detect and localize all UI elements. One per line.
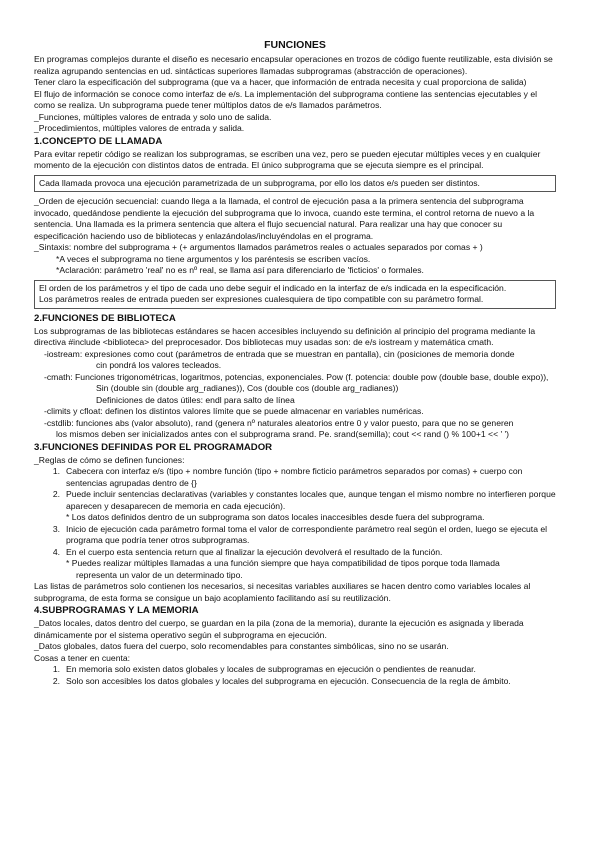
list-number: 3.	[52, 523, 60, 534]
rules-list	[34, 466, 556, 581]
list-text: Puede incluir sentencias declarativas (variables y constantes locales que, aunque tengan el mismo nombre no interfieren porque aparecen y desaparecen de memoria en cada ejecución).	[66, 489, 556, 511]
document-title: FUNCIONES	[264, 39, 326, 51]
paragraph: Las listas de parámetros solo contienen los necesarios, si necesitas variables auxiliares se hacen dentro como variables locales al subprograma, de esta forma se consigue un bajo acoplamiento facilitando así su reutilización.	[34, 581, 531, 603]
paragraph: Para evitar repetir código se realizan los subprogramas, se escriben una vez, pero se pueden ejecutar múltiples veces y en cualquier momento de la ejecución con distintos datos de entrada. El único subprograma que se ejecuta siempre es el principal.	[34, 148, 541, 171]
intro-paragraph: El flujo de información se conoce como interfaz de e/s. La implementación del subprograma contiene las sentencias ejecutables y el como se realiza. Un subprograma puede tener múltiplos datos de e/s llamados parámetros.	[34, 88, 538, 111]
list-item	[34, 547, 556, 559]
list-number: 4.	[52, 546, 60, 557]
list-number: 1.	[52, 466, 60, 477]
paragraph: _Reglas de cómo se definen funciones:	[34, 454, 185, 465]
bullet: -climits y cfloat: definen los distintos valores límite que se puede almacenar en variables numéricas.	[44, 406, 424, 417]
bullet: -cmath: Funciones trigonométricas, logaritmos, potencias, exponenciales. Pow (f. potencia: double pow (double base, double expo)),	[44, 371, 549, 382]
list-text: En memoria solo existen datos globales y locales de subprogramas en ejecución o pendientes de reanudar.	[66, 664, 476, 675]
list-number: 2.	[52, 675, 60, 686]
list-item	[34, 524, 556, 547]
bullet: -iostream: expresiones como cout (parámetros de entrada que se muestran en pantalla), cin (posiciones de memoria donde	[44, 348, 515, 359]
section-heading: 2.FUNCIONES DE BIBLIOTECA	[34, 312, 176, 324]
memory-list	[34, 664, 556, 687]
section-heading: 1.CONCEPTO DE LLAMADA	[34, 135, 163, 147]
paragraph: _Datos globales, datos fuera del cuerpo, solo recomendables para constantes simbólicas, sino no se usarán.	[34, 641, 449, 652]
list-text: Cabecera con interfaz e/s (tipo + nombre función (tipo + nombre ficticio parámetros separados por comas) + cuerpo con sentencias agrupadas dentro de {}	[66, 466, 523, 488]
bullet: -cstdlib: funciones abs (valor absoluto), rand (genera nº naturales aleatorios entre 0 y valor puesto, para que no se generen	[44, 417, 514, 428]
paragraph: _Orden de ejecución secuencial: cuando llega a la llamada, el control de ejecución pasa a la primera sentencia del subprograma invocado, quedándose pendiente la ejecución del subprograma que lo invoca, cuando este termina, el control retorna de nuevo a la sentencia. Una llamada es la primera sentencia que altera el flujo secuencial natural. Para realizar una hay que conocer su especificación haciendo uso de bibliotecas y enlazándolas/incluyéndolas en el programa.	[34, 196, 535, 241]
list-item	[34, 466, 556, 489]
list-text: Solo son accesibles los datos globales y locales del subprograma en ejecución. Consecuencia de la regla de ámbito.	[66, 675, 511, 686]
section-heading: 3.FUNCIONES DEFINIDAS POR EL PROGRAMADOR	[34, 441, 273, 453]
list-number: 2.	[52, 489, 60, 500]
list-number: 1.	[52, 664, 60, 675]
box-text: Cada llamada provoca una ejecución parametrizada de un subprograma, por ello los datos e/s pueden ser distintos.	[39, 177, 480, 188]
intro-paragraph: Tener claro la especificación del subprograma (que va a hacer, que información de entrada necesita y cual proporciona de salida)	[34, 77, 527, 88]
intro-paragraph: _Procedimientos, múltiples valores de entrada y salida.	[34, 123, 245, 134]
bullet-cont: Definiciones de datos útiles: endl para salto de línea	[96, 394, 295, 405]
list-item	[34, 489, 556, 512]
bullet-cont: los mismos deben ser inicializados antes con el subprograma srand. Pe. srand(semilla); cout << rand () % 100+1 << ' ')	[56, 429, 510, 440]
box-text: El orden de los parámetros y el tipo de cada uno debe seguir el indicado en la interfaz de e/s indicada en la especificación.	[39, 282, 507, 293]
note: *A veces el subprograma no tiene argumentos y los paréntesis se escriben vacíos.	[56, 253, 371, 264]
highlight-box	[34, 175, 556, 193]
list-item	[34, 664, 556, 676]
bullet-cont: Sin (double sin (double arg_radianes)), Cos (double cos (double arg_radianes))	[96, 383, 399, 394]
box-text: Los parámetros reales de entrada pueden ser expresiones cualesquiera de tipo compatible con su parámetro formal.	[39, 294, 484, 305]
paragraph: Cosas a tener en cuenta:	[34, 652, 131, 663]
intro-paragraph: _Funciones, múltiples valores de entrada y solo uno de salida.	[34, 111, 272, 122]
document-page	[34, 38, 556, 687]
paragraph: _Sintaxis: nombre del subprograma + (+ argumentos llamados parámetros reales o actuales separados por comas + )	[34, 242, 483, 253]
highlight-box	[34, 280, 556, 309]
list-text: Inicio de ejecución cada parámetro formal toma el valor de correspondiente parámetro real según el orden, luego se ejecuta el programa que podría tener otros subprogramas.	[66, 523, 548, 546]
section-heading: 4.SUBPROGRAMAS Y LA MEMORIA	[34, 605, 199, 617]
note: *Aclaración: parámetro 'real' no es nº real, se llama así para diferenciarlo de 'ficticios' o formales.	[56, 265, 424, 276]
paragraph: Los subprogramas de las bibliotecas estándares se hacen accesibles incluyendo su definición al principio del programa mediante la directiva #include <biblioteca> del preprocesador. Dos bibliotecas muy usadas son: de e/s iostream y matemática cmath.	[34, 325, 536, 348]
list-item	[34, 676, 556, 688]
list-text: En el cuerpo esta sentencia return que al finalizar la ejecución devolverá el resultado de la función.	[66, 546, 443, 557]
bullet-cont: cin pondrá los valores tecleados.	[96, 360, 222, 371]
note: * Los datos definidos dentro de un subprograma son datos locales inaccesibles desde fuera del subprograma.	[66, 512, 485, 523]
note: representa un valor de un determinado tipo.	[76, 569, 243, 580]
note: * Puedes realizar múltiples llamadas a una función siempre que haya compatibilidad de tipos porque toda llamada	[66, 558, 500, 569]
paragraph: _Datos locales, datos dentro del cuerpo, se guardan en la pila (zona de la memoria), durante la ejecución es asignada y liberada dinámicamente por el sistema operativo según el subprograma en ejecución.	[34, 618, 524, 640]
intro-paragraph: En programas complejos durante el diseño es necesario encapsular operaciones en trozos de código fuente reutilizable, esta división se realiza agrupando sentencias en ud. sintácticas superiores llamadas subprogramas (abstracción de operaciones).	[34, 54, 553, 76]
